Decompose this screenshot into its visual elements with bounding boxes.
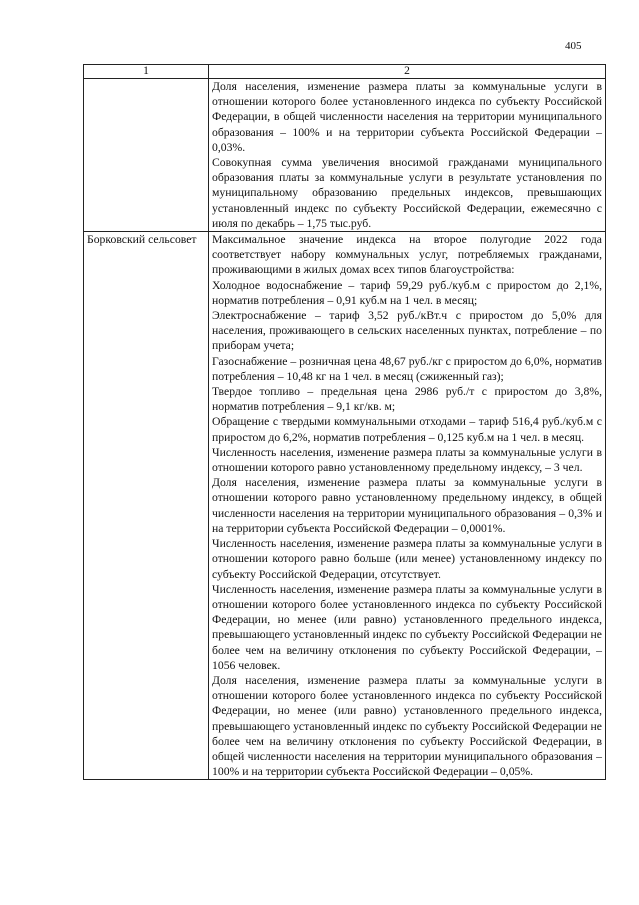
paragraph: Доля населения, изменение размера платы за коммунальные услуги в отношении которого более установленного индекса по субъекту Российской Федерации, в общей численности населения на территории муниципального образования – 100% и на территории субъекта Российской Федерации – 0,03%.	[212, 80, 602, 154]
table-header-row	[84, 65, 606, 79]
paragraph: Электроснабжение – тариф 3,52 руб./кВт.ч с приростом до 5,0% для населения, проживающего в сельских населенных пунктах, потребление – по приборам учета;	[212, 309, 602, 353]
document-table	[83, 64, 606, 780]
description-cell	[209, 79, 606, 232]
municipality-name-cell: Борковский сельсовет	[84, 232, 209, 780]
paragraph: Совокупная сумма увеличения вносимой гражданами муниципального образования платы за коммунальные услуги в результате установления по муниципальному образованию предельных индексов, превышающих установленный индекс по субъекту Российской Федерации, ежемесячно с июля по декабрь – 1,75 тыс.руб.	[212, 156, 602, 230]
paragraph: Обращение с твердыми коммунальными отходами – тариф 516,4 руб./куб.м с приростом до 6,2%, норматив потребления – 0,125 куб.м на 1 чел. в месяц.	[212, 415, 602, 444]
description-cell	[209, 232, 606, 780]
paragraph: Доля населения, изменение размера платы за коммунальные услуги в отношении которого более установленного индекса по субъекту Российской Федерации, но менее (или равно) установленного предельного индекса, превышающего установленный индекс по субъекту Российской Федерации не более чем на величину отклонения по субъекту Российской Федерации, в общей численности населения на территории муниципального образования – 100% и на территории субъекта Российской Федерации – 0,05%.	[212, 673, 602, 779]
municipality-name-cell	[84, 79, 209, 232]
table-row	[84, 232, 606, 780]
paragraph: Твердое топливо – предельная цена 2986 руб./т с приростом до 3,8%, норматив потребления – 9,1 кг/кв. м;	[212, 385, 602, 414]
paragraph: Холодное водоснабжение – тариф 59,29 руб./куб.м с приростом до 2,1%, норматив потребления – 0,91 куб.м на 1 чел. в месяц;	[212, 278, 602, 307]
paragraph: Газоснабжение – розничная цена 48,67 руб./кг с приростом до 6,0%, норматив потребления – 10,48 кг на 1 чел. в месяц (сжиженный газ);	[212, 354, 602, 383]
paragraph: Численность населения, изменение размера платы за коммунальные услуги в отношении которого равно больше (или менее) установленному индексу по субъекту Российской Федерации, отсутствует.	[212, 537, 602, 581]
paragraph: Численность населения, изменение размера платы за коммунальные услуги в отношении которого более установленного индекса по субъекту Российской Федерации, но менее (или равно) установленного предельного индекса, превышающего установленный индекс по субъекту Российской Федерации не более чем на величину отклонения по субъекту Российской Федерации, – 1056 человек.	[212, 582, 602, 672]
column-header-2: 2	[209, 65, 606, 79]
column-header-1: 1	[84, 65, 209, 79]
paragraph: Максимальное значение индекса на второе полугодие 2022 года соответствует набору коммунальных услуг, потребляемых гражданами, проживающими в жилых домах всех типов благоустройства:	[212, 233, 602, 277]
paragraph: Численность населения, изменение размера платы за коммунальные услуги в отношении которого равно установленному предельному индексу, – 3 чел.	[212, 445, 602, 475]
table-row	[84, 79, 606, 232]
page-number: 405	[565, 40, 582, 52]
paragraph: Доля населения, изменение размера платы за коммунальные услуги в отношении которого равно установленному предельному индексу, в общей численности населения на территории муниципального образования – 0,3% и на территории субъекта Российской Федерации – 0,0001%.	[212, 476, 602, 535]
